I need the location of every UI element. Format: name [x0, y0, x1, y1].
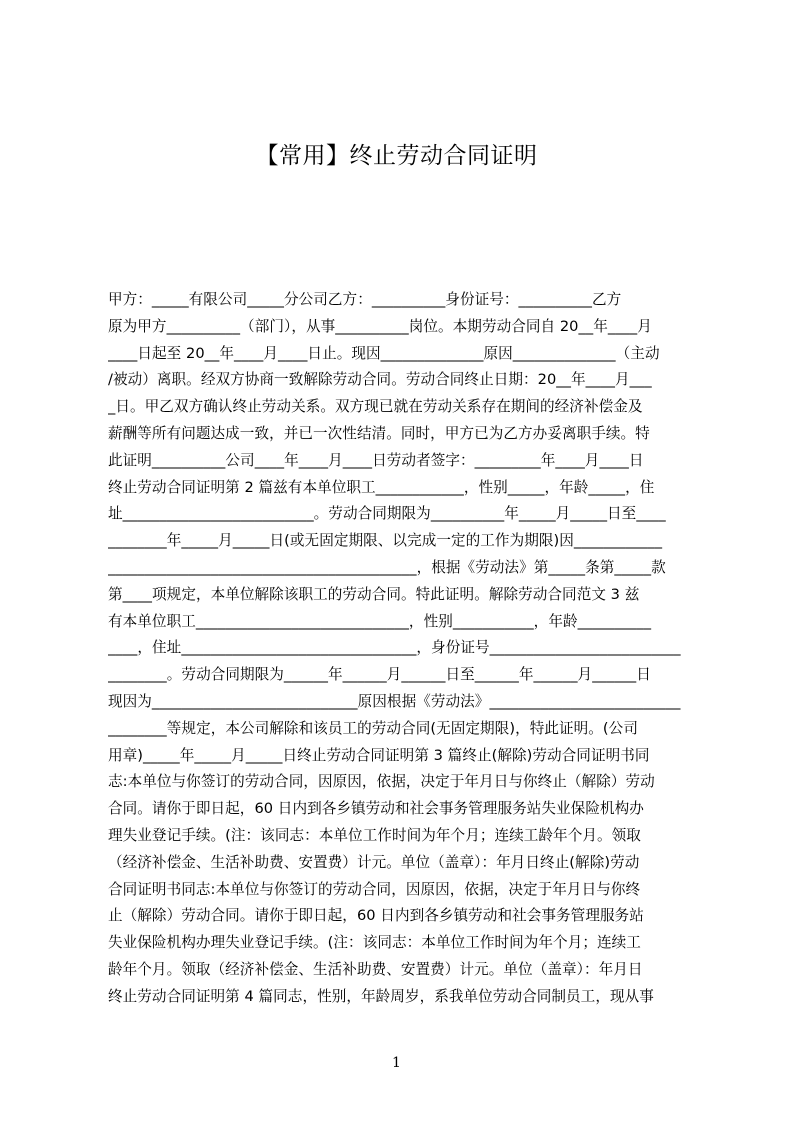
- body-line: _日。甲乙双方确认终止劳动关系。双方现已就在劳动关系存在期间的经济补偿金及: [108, 398, 643, 416]
- body-line: 用章)_____年_____月_____日终止劳动合同证明第 3 篇终止(解除)劳动合同证明书同: [108, 746, 650, 764]
- body-line: 合同证明书同志:本单位与你签订的劳动合同，因原因，依据，决定于年月日与你终: [108, 880, 641, 898]
- body-line: 理失业登记手续。(注：该同志：本单位工作时间为年个月；连续工龄年个月。领取: [108, 826, 641, 844]
- body-line: 甲方：_____有限公司_____分公司乙方：__________身份证号：__________乙方: [108, 291, 622, 308]
- body-line: ________年_____月_____日(或无固定期限、以完成一定的工作为期限)因____________: [108, 532, 663, 550]
- body-line: 第____项规定，本单位解除该职工的劳动合同。特此证明。解除劳动合同范文 3 兹: [108, 585, 640, 603]
- body-line: 龄年个月。领取（经济补偿金、生活补助费、安置费）计元。单位（盖章）：年月日: [108, 960, 643, 978]
- body-line: 薪酬等所有问题达成一致，并已一次性结清。同时，甲方已为乙方办妥离职手续。特: [108, 424, 650, 442]
- page-number: 1: [392, 1055, 401, 1071]
- body-line: 终止劳动合同证明第 4 篇同志，性别，年龄周岁，系我单位劳动合同制员工，现从事: [108, 987, 654, 1005]
- body-line: 止（解除）劳动合同。请你于即日起，60 日内到各乡镇劳动和社会事务管理服务站: [108, 907, 644, 925]
- body-line: 有本单位职工_____________________________，性别___________，年龄__________: [108, 612, 652, 630]
- body-line: 原为甲方__________（部门），从事__________岗位。本期劳动合同自 20__年____月: [108, 317, 652, 335]
- body-line: 志:本单位与你签订的劳动合同，因原因，依据，决定于年月日与你终止（解除）劳动: [108, 773, 655, 791]
- body-line: 合同。请你于即日起，60 日内到各乡镇劳动和社会事务管理服务站失业保险机构办: [108, 800, 644, 818]
- body-line: ____，住址________________________________，身份证号__________________________: [108, 639, 681, 657]
- document-body: [108, 287, 697, 1007]
- body-line: 终止劳动合同证明第 2 篇兹有本单位职工____________，性别_____，年龄_____，住: [108, 478, 655, 496]
- body-line: 失业保险机构办理失业登记手续。(注：该同志：本单位工作时间为年个月；连续工: [108, 934, 641, 952]
- body-line: __________________________________________，根据《劳动法》第_____条第_____款: [108, 558, 666, 576]
- body-line: ________。劳动合同期限为______年______月______日至______年______月______日: [108, 666, 651, 684]
- body-line: （经济补偿金、生活补助费、安置费）计元。单位（盖章）：年月日终止(解除)劳动: [108, 853, 640, 871]
- body-line: ____日起至 20__年____月____日止。现因______________原因______________（主动: [108, 344, 660, 362]
- body-line: /被动）离职。经双方协商一致解除劳动合同。劳动合同终止日期：20__年____月___: [108, 371, 652, 389]
- body-line: 址__________________________。劳动合同期限为__________年_____月_____日至____: [108, 505, 666, 523]
- body-line: 此证明__________公司____年____月____日劳动者签字：_________年____月____日: [108, 451, 644, 469]
- body-line: 现因为____________________________原因根据《劳动法》__________________________: [108, 692, 681, 710]
- document-title: 【常用】终止劳动合同证明: [255, 143, 538, 169]
- body-line: ________等规定，本公司解除和该员工的劳动合同(无固定期限)，特此证明。(公司: [108, 719, 638, 737]
